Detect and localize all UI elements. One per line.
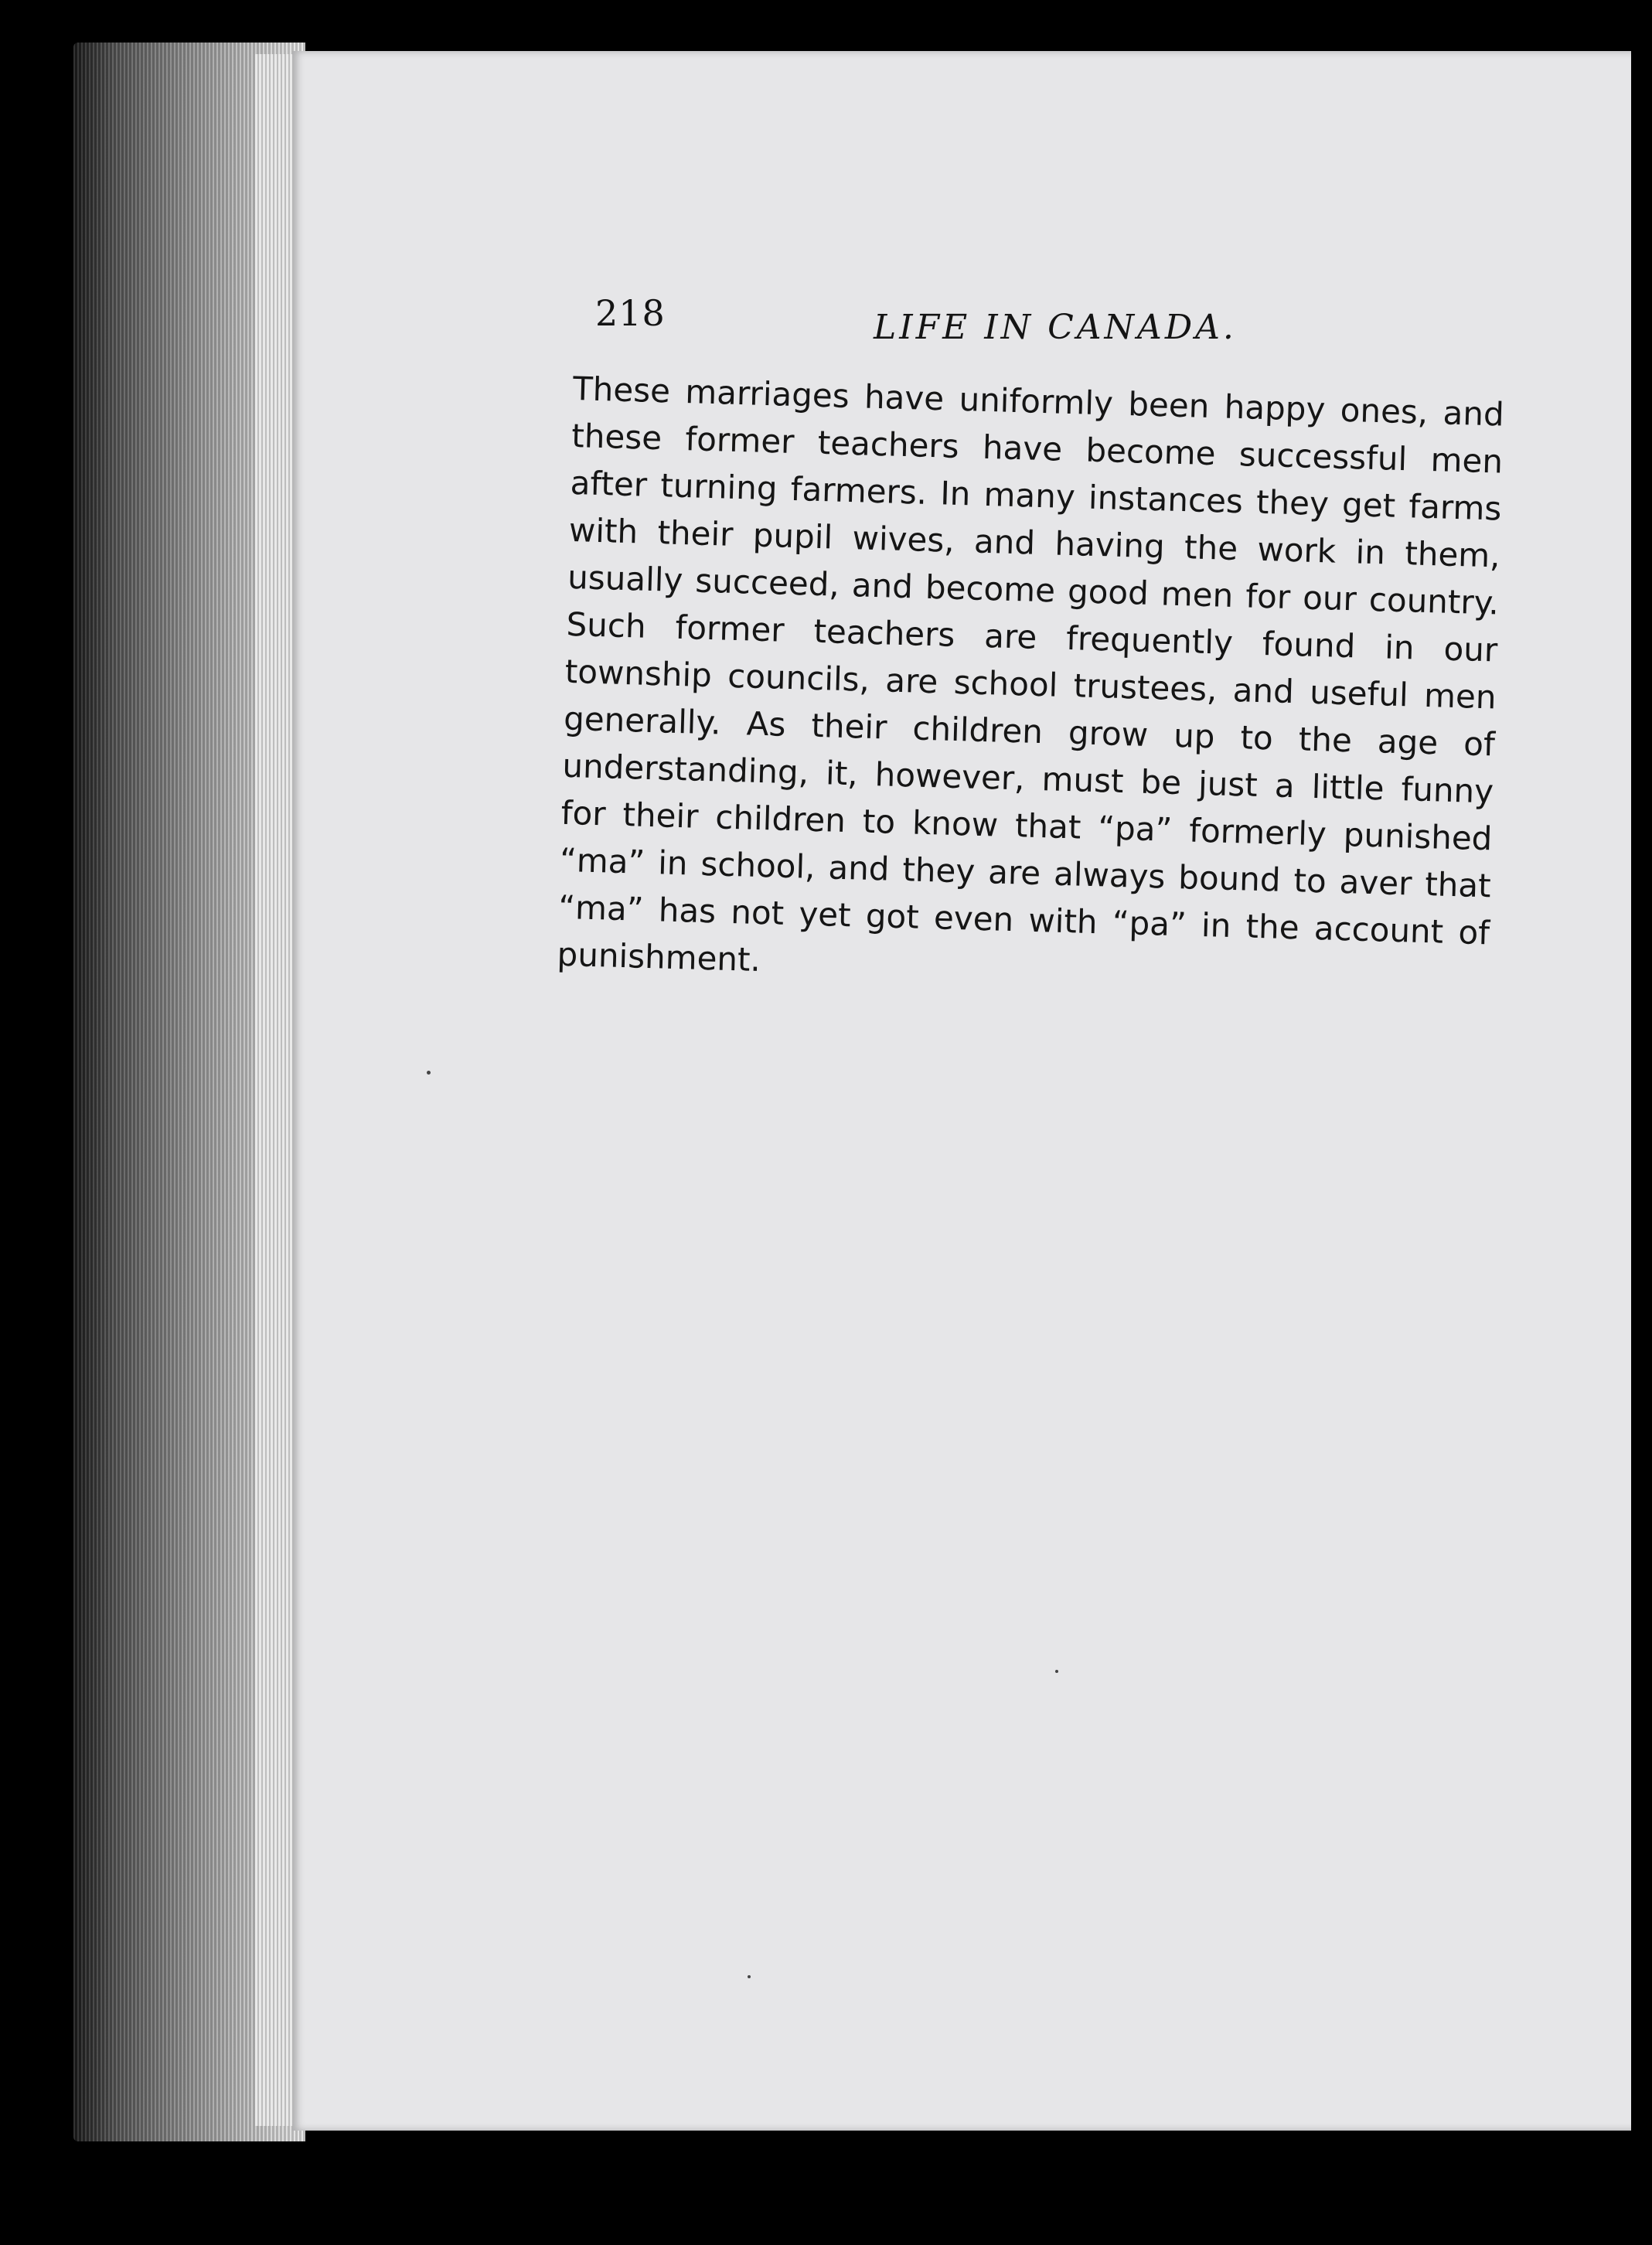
running-head: LIFE IN CANADA.	[874, 308, 1237, 347]
dust-speck	[748, 1975, 751, 1978]
page-number: 218	[595, 292, 666, 334]
dust-speck	[427, 1071, 431, 1075]
dust-speck	[1055, 1670, 1058, 1673]
body-paragraph: These marriages have uniformly been happy ones, and these former teachers have become successful men after turning farmers. In many instances they get farms with their pupil wives, and having the work in them, usually succeed, and become good men for our country. Such former teachers are frequently found in our township councils, are school trustees, and useful men generally. As their children grow up to the age of understanding, it, however, must be just a little funny for their children to know that “pa” formerly punished “ma” in school, and they are always bound to aver that “ma” has not yet got even with “pa” in the account of punishment.	[557, 369, 1505, 979]
scan-border	[1631, 46, 1652, 2245]
page-header	[595, 292, 1507, 354]
page-sheet	[292, 51, 1641, 2131]
